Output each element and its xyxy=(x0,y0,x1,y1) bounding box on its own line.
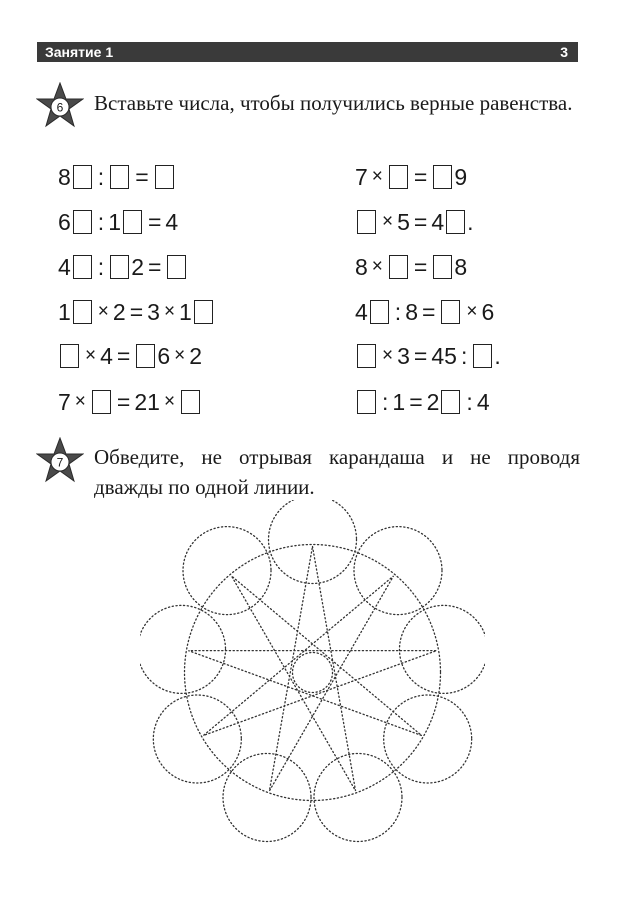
answer-box[interactable] xyxy=(357,344,376,368)
outer-small-circle xyxy=(354,527,442,615)
equation-token: = xyxy=(409,388,423,415)
equation-left-5 xyxy=(58,341,202,371)
answer-box[interactable] xyxy=(110,165,129,189)
equation-token: 45 xyxy=(431,342,457,369)
equation-token: : xyxy=(382,388,389,415)
outer-small-circle xyxy=(399,605,485,693)
equation-token: 1 xyxy=(108,208,121,235)
equation-left-4 xyxy=(58,297,215,327)
answer-box[interactable] xyxy=(60,344,79,368)
answer-box[interactable] xyxy=(446,210,465,234)
equation-token: = xyxy=(129,298,144,325)
equation-token: = xyxy=(147,208,162,235)
answer-box[interactable] xyxy=(441,300,460,324)
answer-box[interactable] xyxy=(136,344,155,368)
equation-token: 4 xyxy=(58,253,71,280)
outer-small-circle xyxy=(223,753,311,841)
equation-token: 8 xyxy=(454,253,468,280)
dotted-star-circles-figure xyxy=(140,500,485,845)
answer-box[interactable] xyxy=(73,255,92,279)
equation-token: . xyxy=(467,208,474,235)
equation-token: 7 xyxy=(58,388,71,415)
equation-token: 3 xyxy=(147,298,160,325)
equation-token: 8 xyxy=(58,163,71,190)
equation-token: = xyxy=(135,163,149,190)
outer-small-circle xyxy=(153,695,241,783)
equation-left-1 xyxy=(58,162,176,192)
answer-box[interactable] xyxy=(370,300,389,324)
answer-box[interactable] xyxy=(433,255,452,279)
equation-left-2 xyxy=(58,207,178,237)
answer-box[interactable] xyxy=(441,390,460,414)
equation-token: × xyxy=(74,391,86,412)
equation-token: = xyxy=(116,388,131,415)
equation-token: 4 xyxy=(431,208,445,235)
equation-token: : xyxy=(460,342,468,369)
equation-token: = xyxy=(116,342,131,369)
equation-token: × xyxy=(163,391,176,412)
equation-right-4 xyxy=(355,297,494,327)
equation-token: 21 xyxy=(134,388,160,415)
equation-token: 8 xyxy=(355,253,368,280)
equation-token: 2 xyxy=(131,253,144,280)
equation-token: × xyxy=(97,301,109,322)
equation-token: × xyxy=(371,256,383,277)
equation-right-3 xyxy=(355,252,467,282)
answer-box[interactable] xyxy=(167,255,186,279)
equation-token: = xyxy=(147,253,162,280)
equation-token: 1 xyxy=(58,298,71,325)
answer-box[interactable] xyxy=(110,255,129,279)
equation-token: 1 xyxy=(179,298,192,325)
equation-token: × xyxy=(382,211,394,232)
equation-token: 6 xyxy=(58,208,71,235)
equation-token: × xyxy=(85,345,97,366)
equation-token: 8 xyxy=(405,298,418,325)
equation-token: 4 xyxy=(100,342,113,369)
equation-token: 3 xyxy=(397,342,410,369)
answer-box[interactable] xyxy=(73,165,92,189)
answer-box[interactable] xyxy=(155,165,174,189)
equation-token: : xyxy=(97,253,105,280)
equation-token: × xyxy=(174,345,186,366)
outer-small-circle xyxy=(384,695,472,783)
answer-box[interactable] xyxy=(181,390,200,414)
equation-token: 4 xyxy=(476,388,490,415)
equation-token: 6 xyxy=(481,298,495,325)
equation-token: 5 xyxy=(397,208,410,235)
lesson-label: Занятие 1 xyxy=(45,44,114,60)
outer-small-circle xyxy=(269,500,357,584)
equation-token: . xyxy=(494,342,501,369)
center-circle xyxy=(293,653,333,693)
equation-right-1 xyxy=(355,162,467,192)
equation-token: : xyxy=(466,388,473,415)
equation-token: 7 xyxy=(355,163,368,190)
answer-box[interactable] xyxy=(389,255,408,279)
answer-box[interactable] xyxy=(357,390,376,414)
answer-box[interactable] xyxy=(92,390,111,414)
answer-box[interactable] xyxy=(389,165,408,189)
page-header-bar xyxy=(37,42,578,62)
equation-token: × xyxy=(163,301,176,322)
equation-token: = xyxy=(413,253,428,280)
equation-left-3 xyxy=(58,252,188,282)
equation-token: 4 xyxy=(355,298,368,325)
answer-box[interactable] xyxy=(194,300,213,324)
equation-right-5 xyxy=(355,341,501,371)
answer-box[interactable] xyxy=(433,165,452,189)
equation-token: × xyxy=(371,166,383,187)
equation-token: × xyxy=(382,345,394,366)
equation-token: = xyxy=(413,163,428,190)
equation-token: 2 xyxy=(112,298,126,325)
equation-token: = xyxy=(413,208,428,235)
equation-token: = xyxy=(413,342,428,369)
star-badge-icon xyxy=(36,82,84,128)
equation-token: 9 xyxy=(454,163,468,190)
outer-small-circle xyxy=(314,753,402,841)
equation-token: 1 xyxy=(392,388,406,415)
task-number-6: 6 xyxy=(56,100,64,115)
equation-token: 4 xyxy=(165,208,179,235)
equation-right-6 xyxy=(355,387,490,417)
answer-box[interactable] xyxy=(73,300,92,324)
outer-small-circle xyxy=(140,605,226,693)
equation-token: 6 xyxy=(157,342,171,369)
task-6-instruction: Вставьте числа, чтобы получились верные равенства. xyxy=(94,91,573,115)
answer-box[interactable] xyxy=(123,210,142,234)
equation-token: : xyxy=(394,298,402,325)
task-7-instruction: Обведите, не отрывая карандаша и не проводя дважды по одной линии. xyxy=(94,445,580,499)
answer-box[interactable] xyxy=(357,210,376,234)
page-number: 3 xyxy=(560,44,568,60)
equation-token: : xyxy=(97,163,105,190)
answer-box[interactable] xyxy=(73,210,92,234)
equation-token: × xyxy=(466,301,478,322)
equation-token: 2 xyxy=(189,342,203,369)
equation-token: : xyxy=(97,208,105,235)
equation-token: 2 xyxy=(426,388,440,415)
answer-box[interactable] xyxy=(473,344,492,368)
equation-left-6 xyxy=(58,387,202,417)
equation-token: = xyxy=(421,298,436,325)
star-badge-icon xyxy=(36,437,84,483)
tracing-figure-svg xyxy=(140,500,485,845)
task-number-7: 7 xyxy=(56,455,64,470)
equation-right-2 xyxy=(355,207,474,237)
outer-small-circle xyxy=(183,527,271,615)
